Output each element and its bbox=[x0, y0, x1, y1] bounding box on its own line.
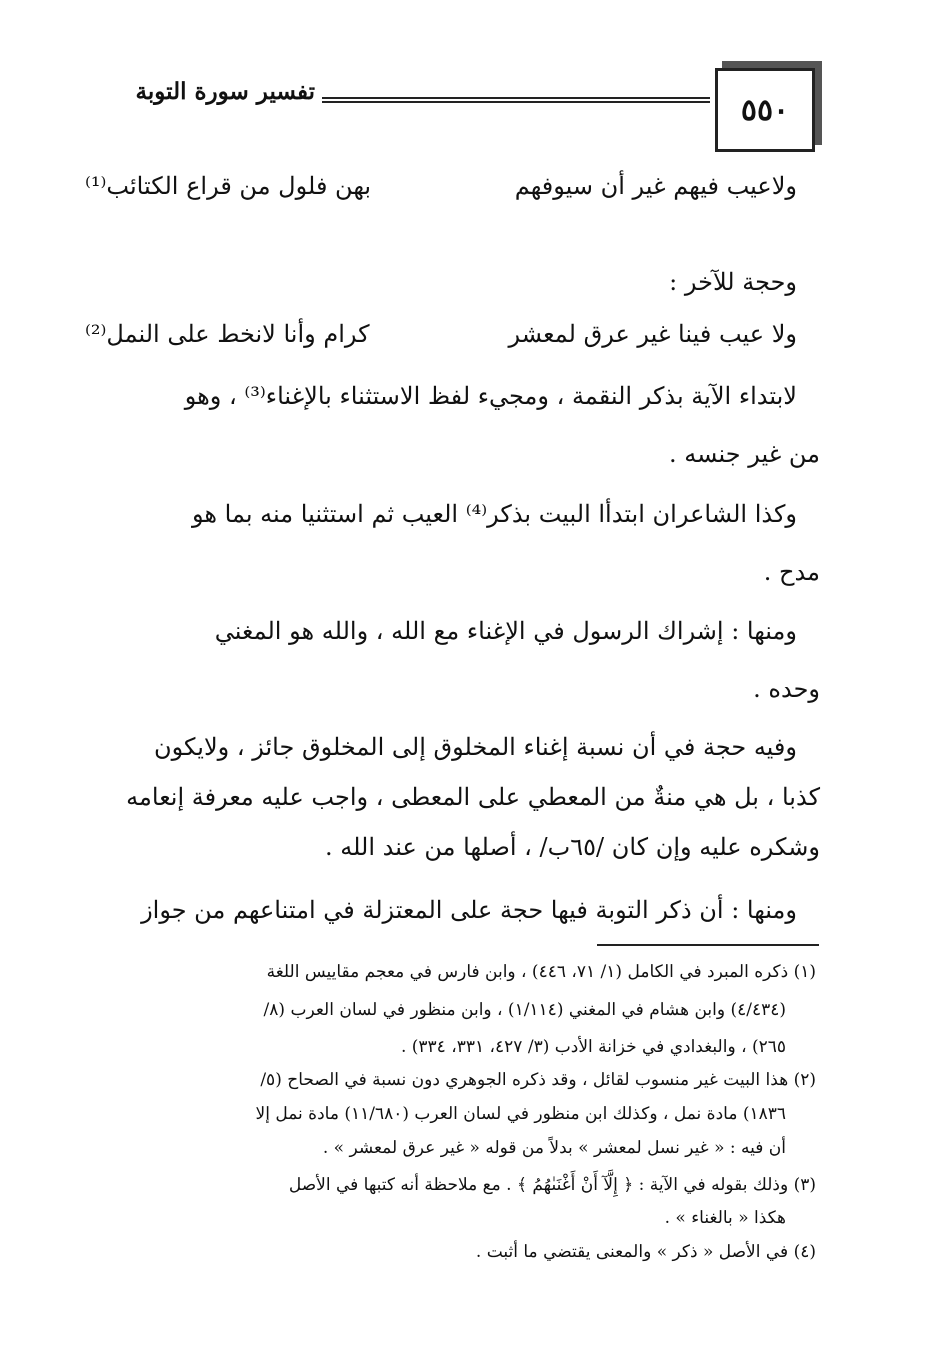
paragraph-4-line-2: كذبا ، بل هي منةٌ من المعطي على المعطى ، واجب عليه معرفة إنعامه bbox=[126, 783, 820, 811]
footnote-2-line-3: أن فيه : « غير نسل لمعشر » بدلاً من قوله « غير عرق لمعشر » . bbox=[322, 1138, 786, 1158]
verse-2-second-hemistich: كرام وأنا لانخط على النمل⁽²⁾ bbox=[85, 320, 370, 348]
footnote-3-line-2: هكذا « بالغناء » . bbox=[664, 1208, 786, 1228]
paragraph-3-line-2: وحده . bbox=[753, 675, 820, 703]
header-rule bbox=[322, 97, 710, 103]
running-title: تفسير سورة التوبة bbox=[135, 78, 315, 105]
verse-2-first-hemistich: ولا عيب فينا غير عرق لمعشر bbox=[508, 320, 797, 348]
paragraph-5-line-1: ومنها : أن ذكر التوبة فيها حجة على المعتزلة في امتناعهم من جواز bbox=[141, 896, 797, 924]
page-number: ٥٥٠ bbox=[715, 68, 815, 152]
footnote-4-line-1: (٤) في الأصل « ذكر » والمعنى يقتضي ما أثبت . bbox=[475, 1242, 816, 1262]
paragraph-2-line-1: وكذا الشاعران ابتدأا البيت بذكر⁽⁴⁾ العيب ثم استثنيا منه بما هو bbox=[191, 500, 797, 528]
footnote-1-line-2: (٤/٤٣٤) وابن هشام في المغني (١/١١٤) ، وابن منظور في لسان العرب (٨/ bbox=[263, 1000, 786, 1020]
footnote-separator bbox=[597, 944, 819, 946]
footnote-1-line-3: ٢٦٥) ، والبغدادي في خزانة الأدب (٣/ ٤٢٧، ٣٣١، ٣٣٤) . bbox=[400, 1037, 786, 1057]
paragraph-2-line-2: مدح . bbox=[763, 558, 820, 586]
intro-other-verse: وحجة للآخر : bbox=[669, 268, 797, 296]
verse-1-second-hemistich: بهن فلول من قراع الكتائب⁽¹⁾ bbox=[85, 172, 372, 200]
footnote-2-line-2: ١٨٣٦) مادة نمل ، وكذلك ابن منظور في لسان العرب (١١/٦٨٠) مادة نمل إلا bbox=[255, 1104, 786, 1124]
footnote-3-line-1: (٣) وذلك بقوله في الآية : ﴿ إِلَّآ أَنْ أَغْنَىٰهُمُ ﴾ . مع ملاحظة أنه كتبها في الأصل bbox=[288, 1175, 816, 1195]
verse-1-first-hemistich: ولاعيب فيهم غير أن سيوفهم bbox=[514, 172, 797, 200]
verse-1 bbox=[85, 172, 797, 216]
paragraph-1-line-1: لابتداء الآية بذكر النقمة ، ومجيء لفظ الاستثناء بالإغناء⁽³⁾ ، وهو bbox=[184, 382, 797, 410]
paragraph-3-line-1: ومنها : إشراك الرسول في الإغناء مع الله ، والله هو المغني bbox=[214, 617, 797, 645]
paragraph-4-line-3: وشكره عليه وإن كان /٦٥ب/ ، أصلها من عند الله . bbox=[324, 833, 820, 861]
footnote-2-line-1: (٢) هذا البيت غير منسوب لقائل ، وقد ذكره الجوهري دون نسبة في الصحاح (٥/ bbox=[260, 1070, 816, 1090]
paragraph-1-line-2: من غير جنسه . bbox=[668, 440, 820, 468]
paragraph-4-line-1: وفيه حجة في أن نسبة إغناء المخلوق إلى المخلوق جائز ، ولايكون bbox=[154, 733, 797, 761]
verse-2 bbox=[85, 320, 797, 364]
footnote-1-line-1: (١) ذكره المبرد في الكامل (١/ ٧١، ٤٤٦) ، وابن فارس في معجم مقاييس اللغة bbox=[266, 962, 816, 982]
